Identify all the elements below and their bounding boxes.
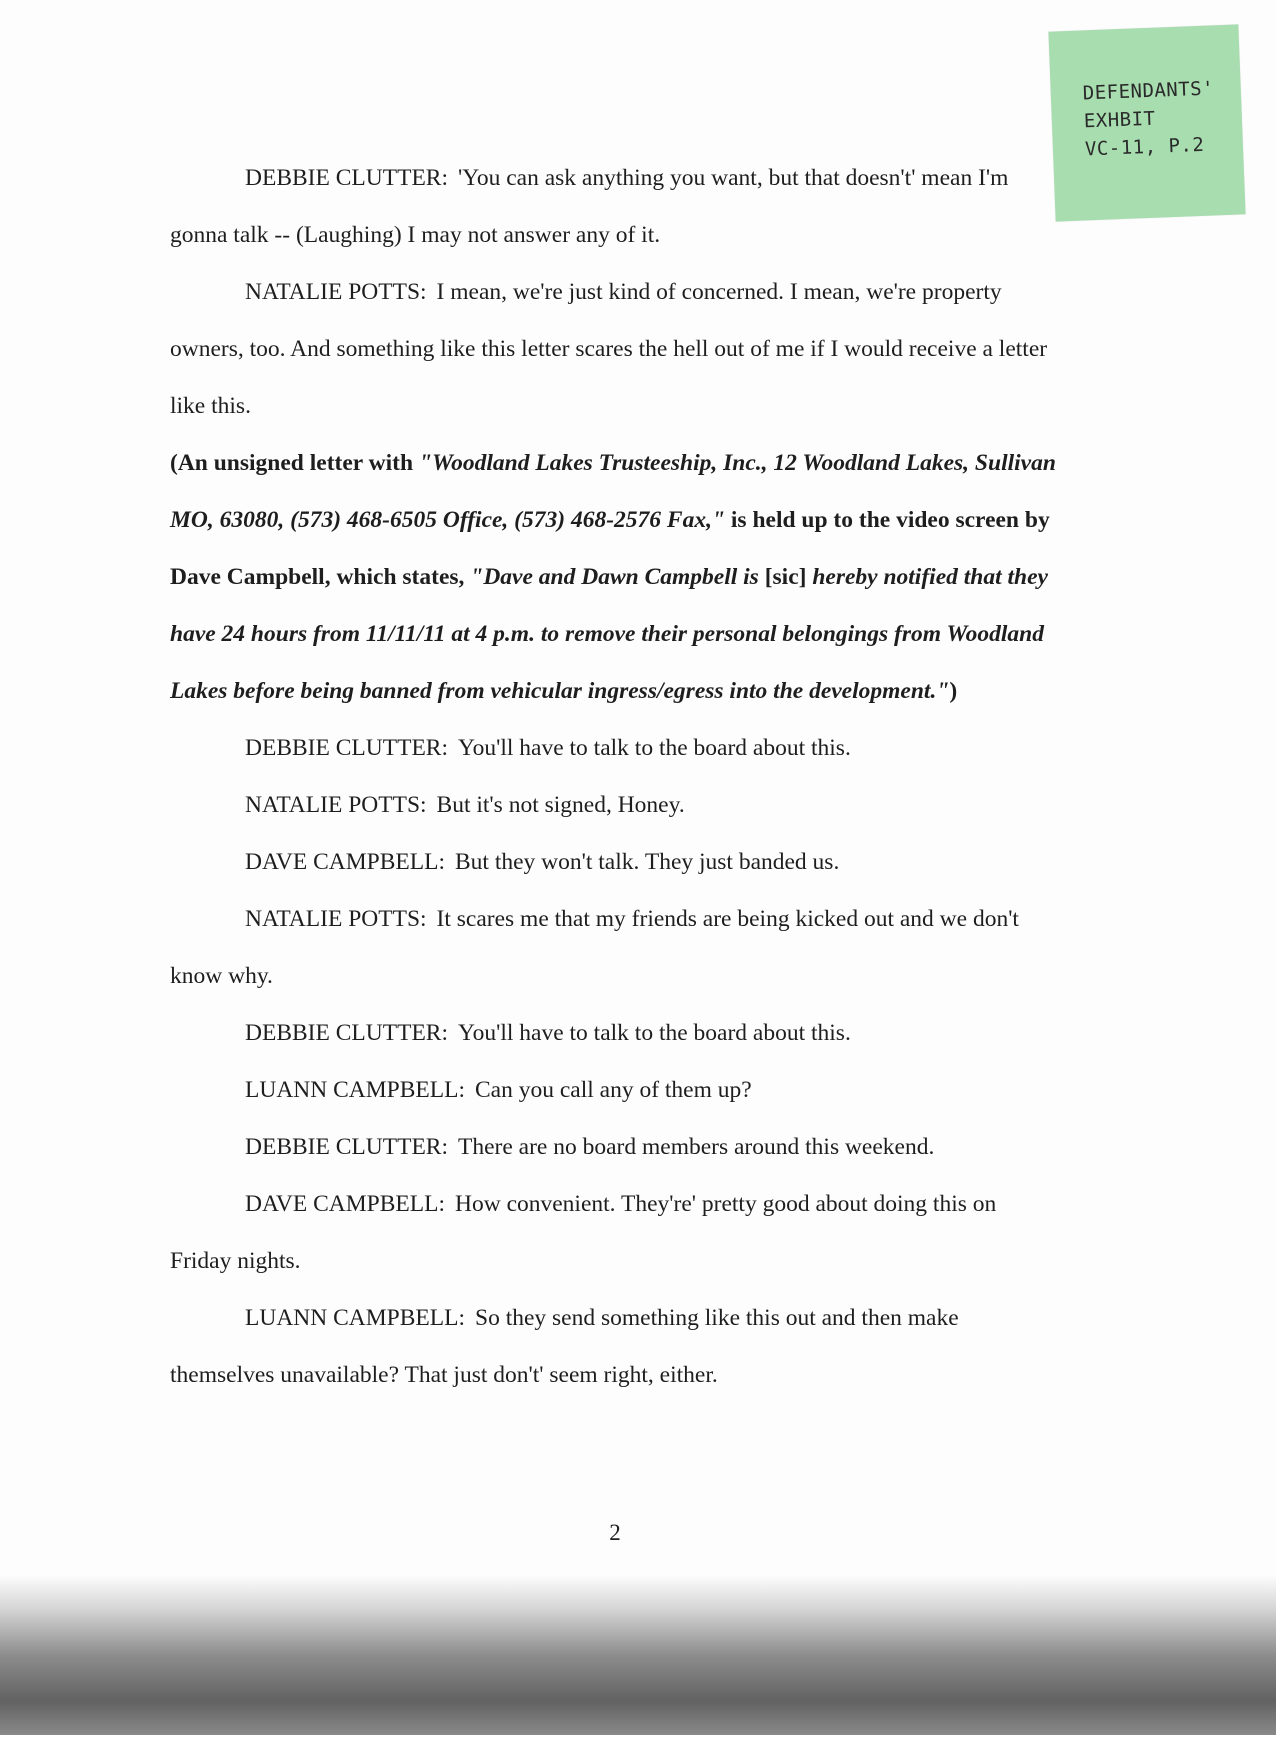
transcript-paragraph [170,264,1060,435]
transcript-paragraph [170,1119,1060,1176]
transcript-paragraph [170,1176,1060,1290]
note-text: is held up to the video screen by Dave Campbell, which states, [170,507,1050,590]
dialogue-text: So they send something like this out and then make themselves unavailable? That just don't' seem right, either. [170,1305,959,1388]
note-sic: [sic] [758,564,813,590]
speaker-name: DEBBIE CLUTTER: [245,1134,448,1160]
dialogue-text: It scares me that my friends are being kicked out and we don't know why. [170,906,1019,989]
note-text: (An unsigned letter with [170,450,419,476]
speaker-name: LUANN CAMPBELL: [245,1305,465,1331]
transcript-paragraph [170,1062,1060,1119]
transcript-paragraph [170,720,1060,777]
transcript-body [170,150,1060,1404]
scanner-shadow [0,1575,1276,1755]
sticker-line-1: DEFENDANTS' [1082,77,1215,105]
speaker-name: DEBBIE CLUTTER: [245,1020,448,1046]
speaker-name: DEBBIE CLUTTER: [245,735,448,761]
speaker-name: NATALIE POTTS: [245,279,427,305]
speaker-name: NATALIE POTTS: [245,792,427,818]
sticker-line-2: EXHBIT [1083,107,1156,133]
dialogue-text: You'll have to talk to the board about this. [458,735,851,761]
dialogue-text: But they won't talk. They just banded us. [455,849,840,875]
dialogue-text: But it's not signed, Honey. [436,792,685,818]
note-quote-letter-body: hereby notified that they have 24 hours from 11/11/11 at 4 p.m. to remove their personal belongings from Woodland Lakes before being banned from vehicular ingress/egress into the development." [170,564,1048,704]
exhibit-sticker [1048,24,1245,221]
transcript-paragraph [170,834,1060,891]
transcript-paragraph [170,777,1060,834]
note-quote-letterhead: "Woodland Lakes Trusteeship, Inc., 12 Woodland Lakes, Sullivan MO, 63080, (573) 468-6505 Office, (573) 468-2576 Fax," [170,450,1056,533]
dialogue-text: How convenient. They're' pretty good about doing this on Friday nights. [170,1191,997,1274]
note-close: ) [949,678,958,704]
speaker-name: LUANN CAMPBELL: [245,1077,465,1103]
transcript-paragraph [170,1005,1060,1062]
speaker-name: DEBBIE CLUTTER: [245,165,448,191]
exhibit-description-note [170,435,1060,720]
dialogue-text: Can you call any of them up? [475,1077,752,1103]
dialogue-text: You'll have to talk to the board about this. [458,1020,851,1046]
transcript-paragraph [170,1290,1060,1404]
transcript-paragraph [170,150,1060,264]
dialogue-text: 'You can ask anything you want, but that doesn't' mean I'm gonna talk -- (Laughing) I may not answer any of it. [170,165,1009,248]
dialogue-text: I mean, we're just kind of concerned. I mean, we're property owners, too. And something like this letter scares the hell out of me if I would receive a letter like this. [170,279,1048,419]
note-quote-letter: "Dave and Dawn Campbell is [470,564,759,590]
scanner-edge [0,1735,1276,1755]
transcript-paragraph [170,891,1060,1005]
page-number: 2 [609,1520,621,1545]
sticker-line-3: VC-11, P.2 [1084,133,1205,161]
speaker-name: NATALIE POTTS: [245,906,427,932]
speaker-name: DAVE CAMPBELL: [245,849,445,875]
speaker-name: DAVE CAMPBELL: [245,1191,445,1217]
dialogue-text: There are no board members around this weekend. [458,1134,935,1160]
